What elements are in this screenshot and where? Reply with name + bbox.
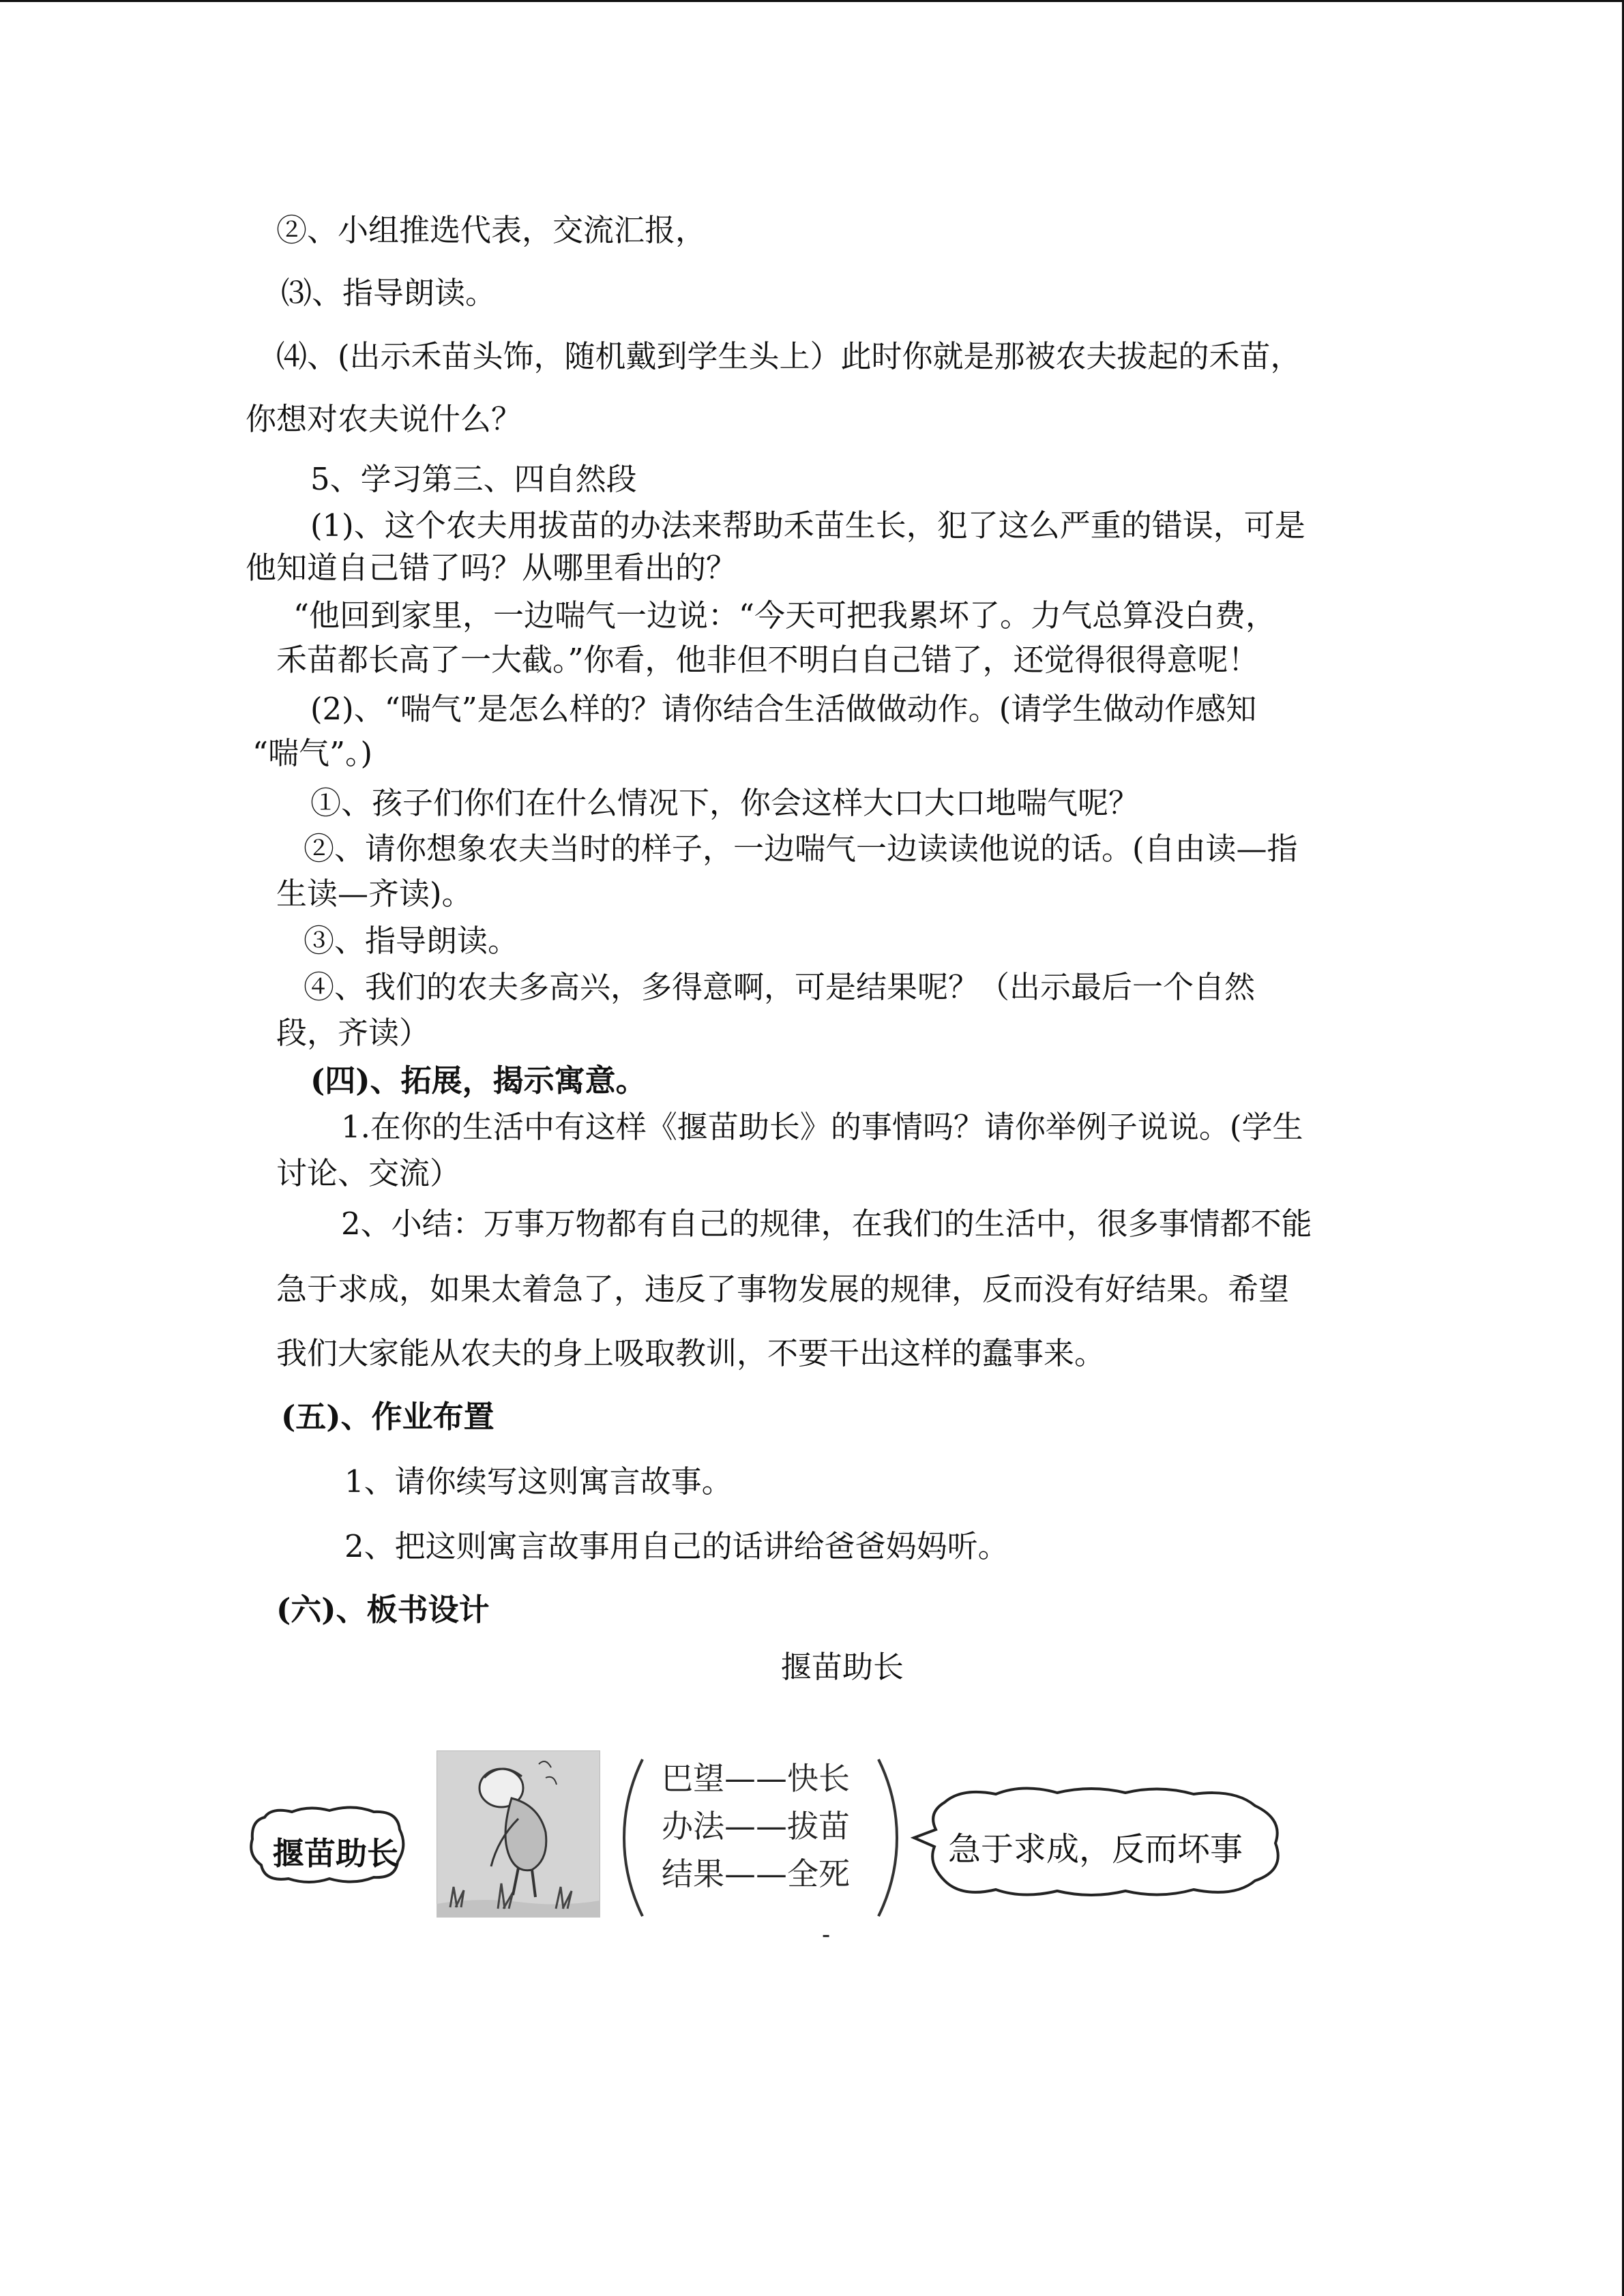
text-line-13: ②、请你想象农夫当时的样子，一边喘气一边读读他说的话。(自由读—指 [304,831,1298,867]
text-line-16: ④、我们的农夫多高兴，多得意啊，可是结果呢？（出示最后一个自然 [304,969,1256,1005]
text-line-7: 他知道自己错了吗？从哪里看出的？ [246,550,737,586]
text-line-20: 讨论、交流） [276,1155,461,1191]
text-line-23: 我们大家能从农夫的身上吸取教训，不要干出这样的蠢事来。 [276,1335,1106,1371]
text-line-14: 生读—齐读)。 [276,876,473,912]
text-line-3: ⑷、(出示禾苗头饰，随机戴到学生头上）此时你就是那被农夫拔起的禾苗， [276,338,1301,374]
text-line-17: 段，齐读） [276,1015,430,1051]
left-bracket [621,1756,648,1920]
board-diagram [239,1742,1275,1920]
text-line-15: ③、指导朗读。 [304,923,519,959]
section-heading-6: (六)、板书设计 [276,1592,490,1628]
right-bubble-text: 急于求成，反而坏事 [948,1830,1243,1868]
board-title: 揠苗助长 [781,1649,904,1685]
text-line-6: (1)、这个农夫用拔苗的办法来帮助禾苗生长，犯了这么严重的错误，可是 [310,507,1305,543]
right-bracket [873,1756,900,1920]
text-line-9: 禾苗都长高了一大截。”你看，他非但不明白自己错了，还觉得很得意呢！ [276,642,1259,678]
plan-line-2: 办法——拔苗 [662,1808,850,1845]
text-line-11: “喘气”。) [252,735,373,771]
text-line-12: ①、孩子们你们在什么情况下，你会这样大口大口地喘气呢？ [310,785,1140,821]
section-heading-5-homework: (五)、作业布置 [281,1399,494,1435]
text-line-25: 1、请你续写这则寓言故事。 [344,1463,733,1500]
text-line-8: “他回到家里，一边喘气一边说：“今天可把我累坏了。力气总算没白费， [293,597,1277,633]
page-mark: - [822,1921,831,1949]
page-border-top [0,0,1624,2]
left-bubble-text: 揠苗助长 [273,1835,398,1872]
plan-line-1: 巴望——快长 [662,1760,850,1797]
text-line-1: ②、小组推选代表，交流汇报， [276,212,707,248]
plan-line-3: 结果——全死 [662,1855,850,1892]
text-line-2: ⑶、指导朗读。 [281,275,497,311]
farmer-illustration [437,1750,600,1918]
text-line-19: 1.在你的生活中有这样《揠苗助长》的事情吗？请你举例子说说。(学生 [341,1109,1303,1145]
text-line-10: (2)、“喘气”是怎么样的？请你结合生活做做动作。(请学生做动作感知 [310,691,1257,727]
text-line-4: 你想对农夫说什么？ [246,401,522,437]
text-line-26: 2、把这则寓言故事用自己的话讲给爸爸妈妈听。 [344,1528,1009,1564]
section-heading-4: (四)、拓展，揭示寓意。 [310,1062,647,1099]
section-heading-5: 5、学习第三、四自然段 [310,461,637,497]
text-line-22: 急于求成，如果太着急了，违反了事物发展的规律，反而没有好结果。希望 [276,1271,1290,1307]
text-line-21: 2、小结：万事万物都有自己的规律，在我们的生活中，很多事情都不能 [341,1206,1312,1242]
